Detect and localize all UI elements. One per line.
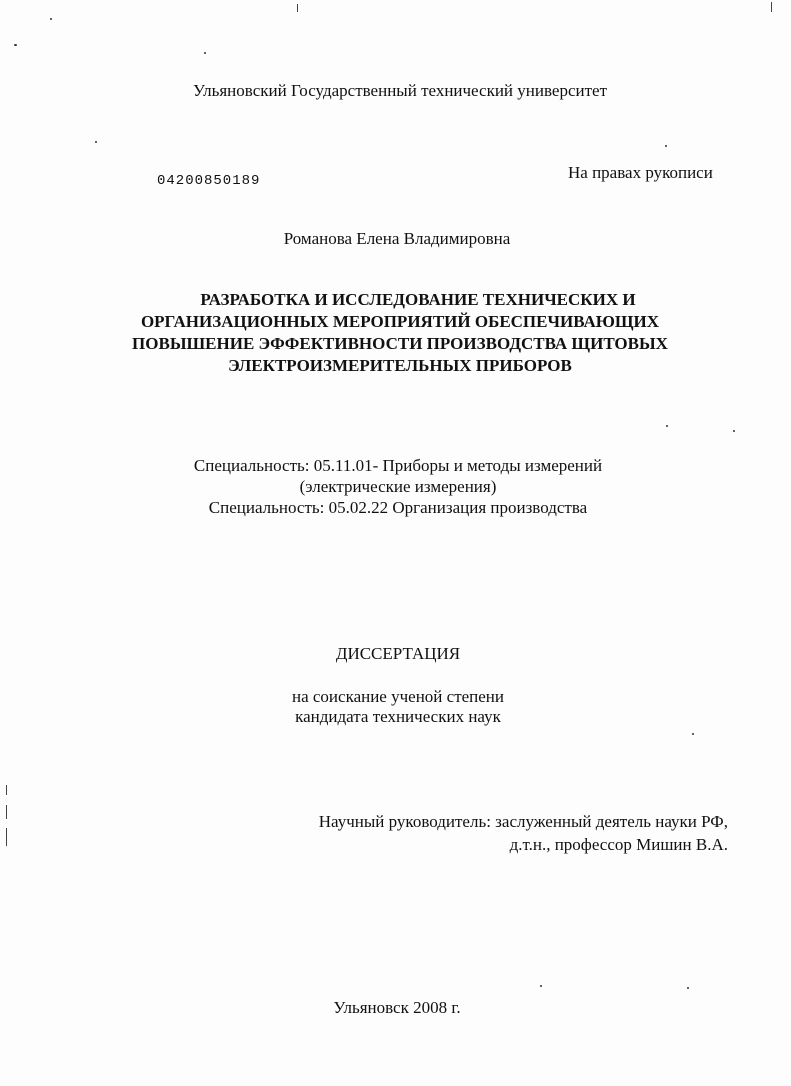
scan-speck [692,733,694,735]
supervisor-block [319,810,728,856]
specialty-line: (электрические измерения) [299,477,497,496]
degree-line: кандидата технических наук [295,707,501,726]
title-line: ПОВЫШЕНИЕ ЭФФЕКТИВНОСТИ ПРОИЗВОДСТВА ЩИТОВЫХ [132,334,668,353]
scan-speck [204,52,206,54]
university-name: Ульяновский Государственный технический университет [193,81,607,100]
degree-line: на соискание ученой степени [291,687,505,706]
specialty-line: Специальность: 05.02.22 Организация производства [208,498,588,517]
scan-speck [665,145,667,147]
scan-mark [6,828,7,846]
scan-mark [6,805,7,819]
title-line: РАЗРАБОТКА И ИССЛЕДОВАНИЕ ТЕХНИЧЕСКИХ И [200,290,636,309]
scan-speck [95,141,97,143]
author-name: Романова Елена Владимировна [283,229,511,248]
dissertation-title [90,289,710,377]
title-line: ЭЛЕКТРОИЗМЕРИТЕЛЬНЫХ ПРИБОРОВ [228,356,572,375]
scan-speck [733,430,735,432]
scan-speck [14,44,17,46]
city-year: Ульяновск 2008 г. [333,998,461,1017]
supervisor-line: Научный руководитель: заслуженный деятель науки РФ, [318,812,728,831]
degree-block [0,687,791,727]
scan-speck [687,987,689,989]
specialty-line: Специальность: 05.11.01- Приборы и методы измерений [193,456,603,475]
scan-mark [6,785,7,795]
scan-speck [666,425,668,427]
registration-number: 04200850189 [157,173,261,189]
scan-speck [540,985,542,987]
scan-mark [771,2,772,12]
supervisor-line: д.т.н., профессор Мишин В.А. [509,835,728,854]
specialty-block [0,455,791,518]
scan-mark [297,4,298,12]
scan-speck [50,18,52,20]
document-type: ДИССЕРТАЦИЯ [335,644,461,663]
manuscript-note: На правах рукописи [568,163,713,182]
title-line: ОРГАНИЗАЦИОННЫХ МЕРОПРИЯТИЙ ОБЕСПЕЧИВАЮЩИХ [140,312,660,331]
